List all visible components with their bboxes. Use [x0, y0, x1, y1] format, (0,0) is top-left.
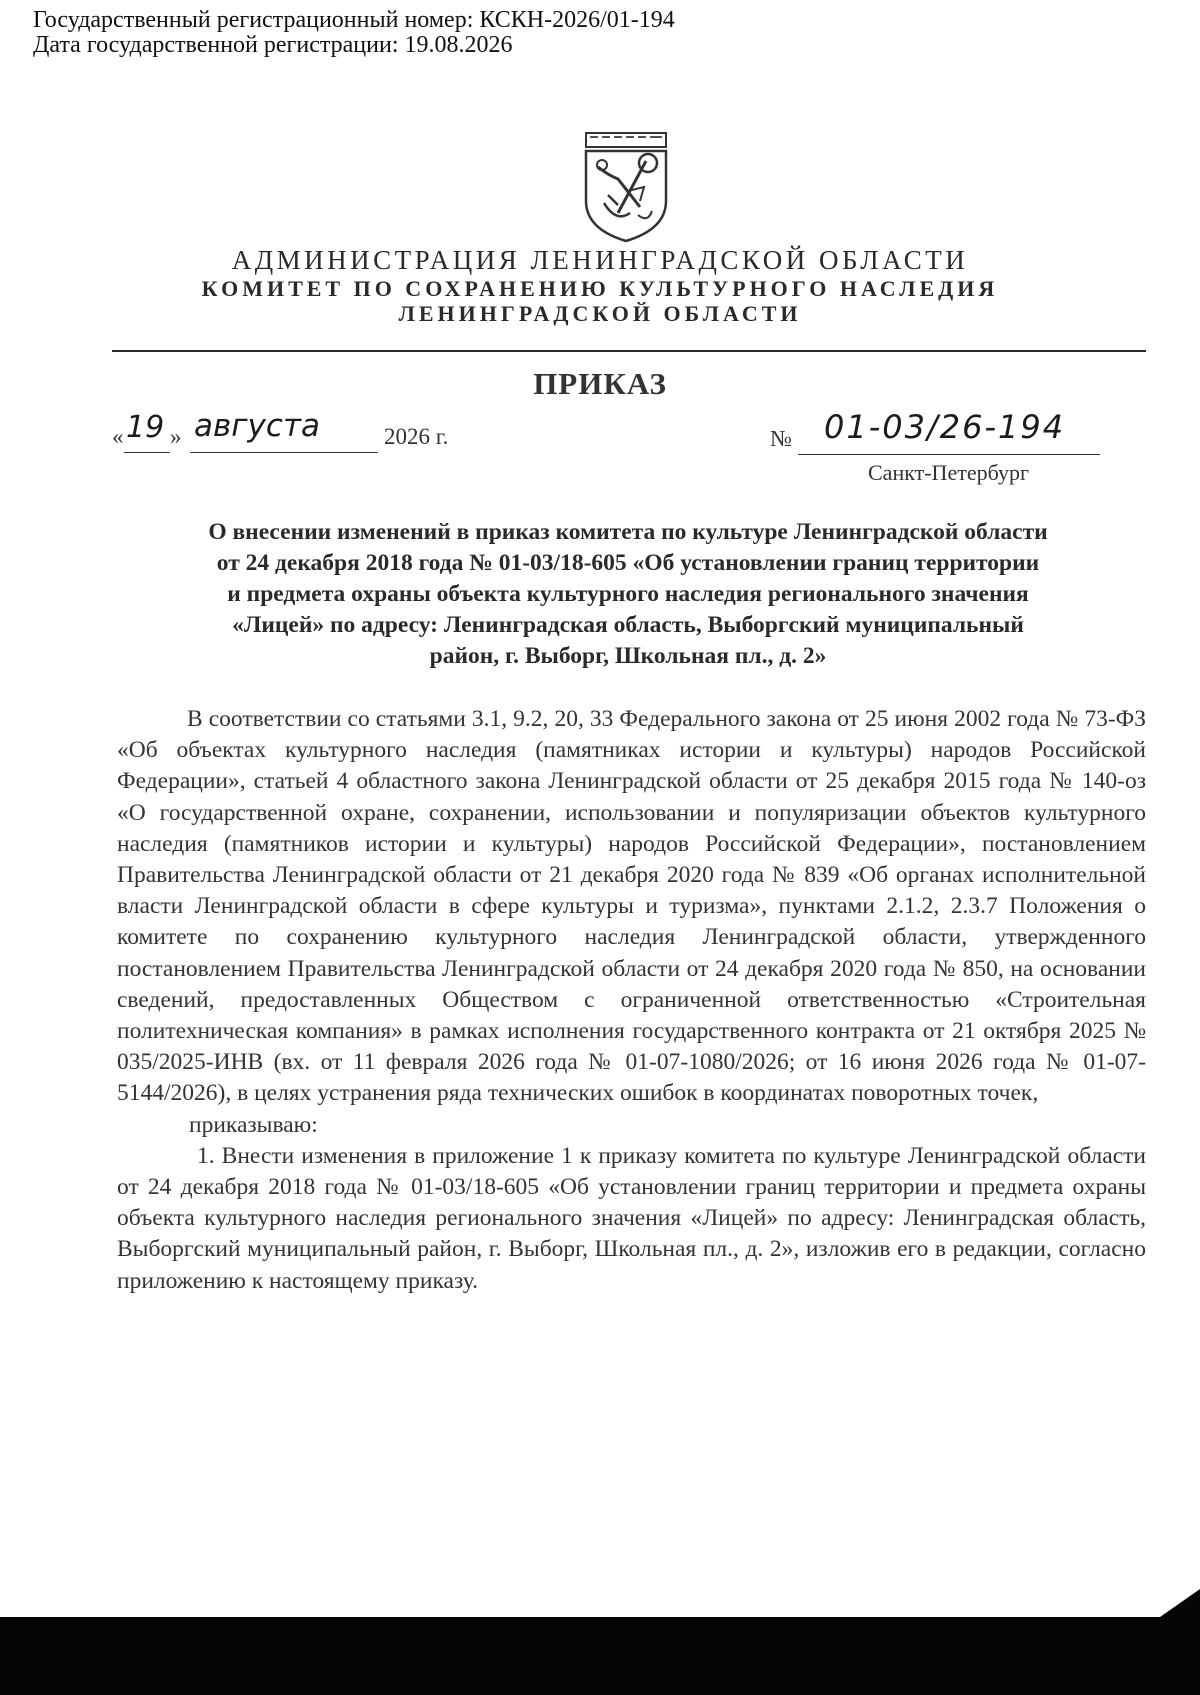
number-underline: [798, 454, 1100, 455]
order-word: приказываю:: [189, 1111, 318, 1138]
order-date: [112, 408, 632, 462]
day-underline: [124, 452, 170, 453]
registration-date: Дата государственной регистрации: 19.08.2026: [33, 32, 513, 58]
order-month-handwritten: августа: [194, 408, 320, 444]
committee-title-line1: КОМИТЕТ ПО СОХРАНЕНИЮ КУЛЬТУРНОГО НАСЛЕДИЯ: [201, 276, 999, 301]
subject-line: район, г. Выборг, Школьная пл., д. 2»: [429, 643, 827, 669]
subject-line: О внесении изменений в приказ комитета по культуре Ленинградской области: [208, 519, 1048, 545]
date-quote-close: »: [170, 424, 182, 449]
document-type-title: ПРИКАЗ: [533, 366, 667, 401]
subject-line: и предмета охраны объекта культурного наследия регионального значения: [227, 581, 1029, 607]
number-sign: №: [770, 426, 792, 451]
coat-of-arms-icon: [578, 131, 674, 243]
date-quote-open: «: [112, 424, 124, 449]
coat-of-arms-emblem: [578, 131, 674, 243]
order-year: 2026 г.: [384, 424, 449, 449]
order-day-handwritten: 19: [126, 410, 165, 445]
header-divider: [112, 350, 1146, 352]
scan-edge-wedge: [1160, 1589, 1200, 1617]
registration-block: [33, 8, 675, 58]
subject-line: «Лицей» по адресу: Ленинградская область, Выборгский муниципальный: [232, 612, 1024, 638]
order-city: Санкт-Петербург: [868, 460, 1029, 485]
subject-line: от 24 декабря 2018 года № 01-03/18-605 «Об установлении границ территории: [216, 550, 1040, 576]
registration-number: Государственный регистрационный номер: КСКН-2026/01-194: [33, 7, 675, 33]
order-number-handwritten: 01-03/26-194: [824, 408, 1066, 446]
order-body: [117, 704, 1146, 1297]
order-number: [770, 408, 1110, 462]
month-underline: [190, 452, 378, 453]
committee-title-line2: ЛЕНИНГРАДСКОЙ ОБЛАСТИ: [398, 301, 802, 326]
scan-edge-shadow: [0, 1617, 1200, 1695]
order-subject: [110, 517, 1146, 672]
order-item-1: 1. Внести изменения в приложение 1 к приказу комитета по культуре Ленинградской области от 24 декабря 2018 года № 01-03/18-605 «Об установлении границ территории и предмета охраны объекта культурного наследия регионального значения «Лицей» по адресу: Ленинградская область, Выборгский муниципальный район, г. Выборг, Школьная пл., д. 2», изложив его в редакции, согласно приложению к настоящему приказу.: [117, 1142, 1146, 1294]
preamble-paragraph: В соответствии со статьями 3.1, 9.2, 20, 33 Федерального закона от 25 июня 2002 года № 73-ФЗ «Об объектах культурного наследия (памятниках истории и культуры) народов Российской Федерации», статьей 4 областного закона Ленинградской области от 25 декабря 2015 года № 140-оз «О государственной охране, сохранении, использовании и популяризации объектов культурного наследия (памятников истории и культуры) народов Российской Федерации», постановлением Правительства Ленинградской области от 21 декабря 2020 года № 839 «Об органах исполнительной власти Ленинградской области в сфере культуры и туризма», пунктами 2.1.2, 2.3.7 Положения о комитете по сохранению культурного наследия Ленинградской области, утвержденного постановлением Правительства Ленинградской области от 24 декабря 2020 года № 850, на основании сведений, предоставленных Обществом с ограниченной ответственностью «Строительная политехническая компания» в рамках исполнения государственного контракта от 21 октября 2025 № 035/2025-ИНВ (вх. от 11 февраля 2026 года № 01-07-1080/2026; от 16 июня 2026 года № 01-07-5144/2026), в целях устранения ряда технических ошибок в координатах поворотных точек,: [117, 706, 1146, 1107]
administration-title: АДМИНИСТРАЦИЯ ЛЕНИНГРАДСКОЙ ОБЛАСТИ: [231, 245, 969, 275]
